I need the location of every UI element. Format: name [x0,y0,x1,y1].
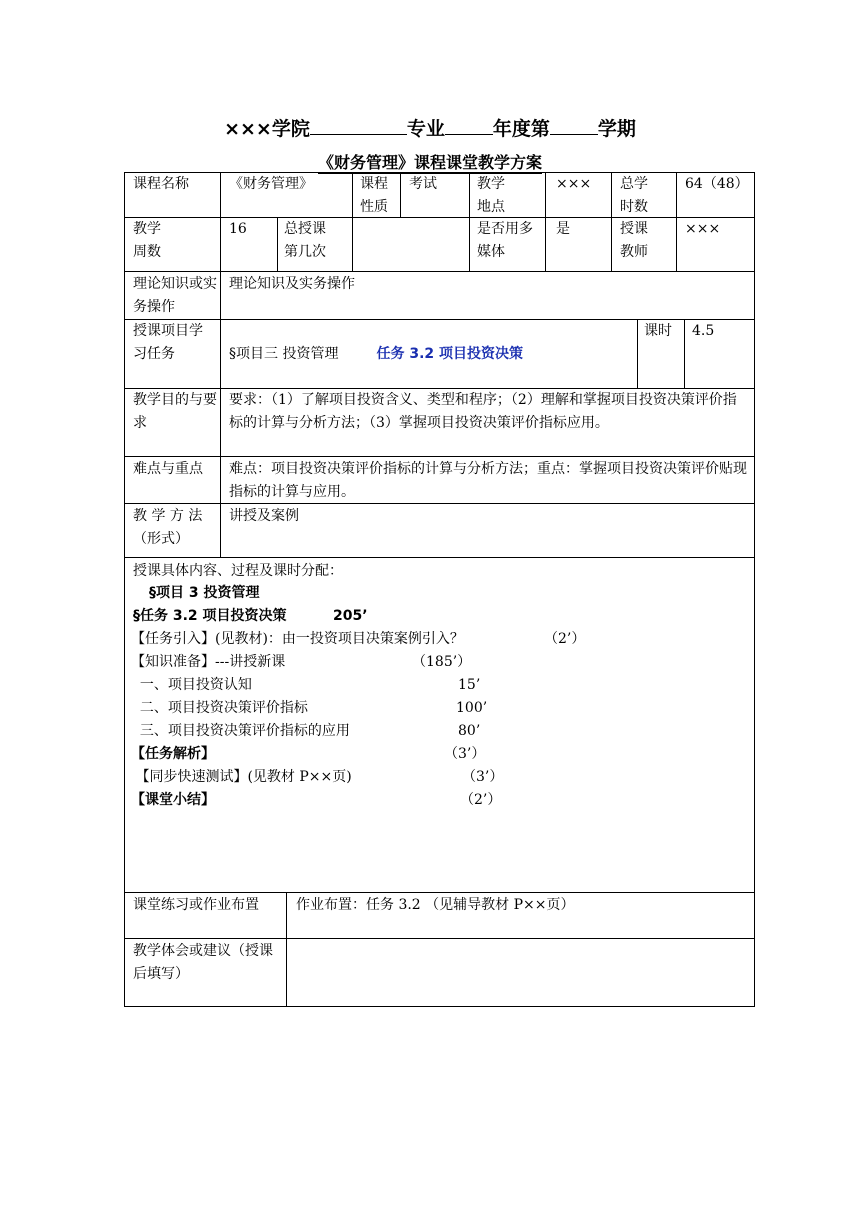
header-college-line [0,114,860,141]
content-task-time: 205’ [333,608,368,624]
task-project-text: §项目三 投资管理 [229,346,339,362]
list-item: 一、项目投资认知 [131,677,252,693]
list-item-time: （2’） [460,792,502,808]
multimedia-value: 是 [556,221,570,237]
teacher-label: 授课教师 [620,221,648,260]
key-points-value: 难点：项目投资决策评价指标的计算与分析方法；重点：掌握项目投资决策评价贴现指标的计算与应用。 [229,461,747,500]
task-name-text: 任务 3.2 项目投资决策 [376,346,524,362]
list-item: 【知识准备】---讲授新课 [131,654,286,670]
college-blank [310,116,407,135]
course-nature-label: 课程性质 [360,176,388,215]
key-points-label: 难点与重点 [133,461,203,477]
objectives-value: 要求：（1）了解项目投资含义、类型和程序；（2）理解和掌握项目投资决策评价指标的计算与分析方法；（3）掌握项目投资决策评价指标应用。 [229,392,737,431]
course-nature-value: 考试 [409,176,437,192]
method-value: 讲授及案例 [229,508,299,524]
list-item-time: 80’ [458,723,481,739]
location-label: 教学地点 [477,176,505,215]
teacher-value: ××× [685,221,721,237]
total-hours-value: 64（48） [685,176,749,192]
semester-text: 学期 [597,118,636,140]
weeks-value: 16 [229,221,247,237]
weeks-label: 教学周数 [133,221,161,260]
list-item-time: （2’） [544,631,586,647]
multimedia-label: 是否用多媒体 [477,221,533,260]
task-value [229,343,523,366]
list-item: 二、项目投资决策评价指标 [131,700,308,716]
plan-title: 《财务管理》课程课堂教学方案 [317,153,542,172]
list-item: 【任务解析】 [131,746,215,762]
total-hours-label: 总学时数 [620,176,648,215]
course-name-value: 《财务管理》 [229,176,313,192]
reflection-label: 教学体会或建议（授课后填写） [133,943,273,982]
objectives-label: 教学目的与要求 [133,392,217,431]
course-name-label: 课程名称 [133,176,189,192]
session-label: 总授课第几次 [284,221,326,260]
list-item-time: 15’ [458,677,481,693]
list-item-time: （185’） [412,654,472,670]
theory-practice-value: 理论知识及实务操作 [229,276,355,292]
list-item-time: （3’） [444,746,486,762]
location-value: ××× [556,176,592,192]
semester-blank [550,116,598,135]
homework-label: 课堂练习或作业布置 [133,897,259,913]
method-label: 教 学 方 法（形式） [133,508,203,547]
homework-value: 作业布置：任务 3.2 （见辅导教材 P××页） [296,897,575,913]
class-hours-label: 课时 [644,323,672,339]
class-hours-value: 4.5 [692,323,715,339]
list-item: 三、项目投资决策评价指标的应用 [131,723,350,739]
year-blank [445,116,493,135]
task-label: 授课项目学习任务 [133,323,203,362]
major-text: 专业 [406,118,445,140]
content-project: §项目 3 投资管理 [149,585,260,601]
year-text: 年度第 [492,118,550,140]
content-heading: 授课具体内容、过程及课时分配： [133,563,343,579]
theory-practice-label: 理论知识或实务操作 [133,276,217,315]
list-item: 【课堂小结】 [131,792,215,808]
list-item: 【任务引入】(见教材)：由一投资项目决策案例引入？ [131,631,464,647]
list-item-time: （3’） [462,769,504,785]
college-text: ×××学院 [224,118,310,140]
content-task: §任务 3.2 项目投资决策 [133,608,287,624]
list-item-time: 100’ [456,700,488,716]
list-item: 【同步快速测试】(见教材 P××页) [131,769,352,785]
